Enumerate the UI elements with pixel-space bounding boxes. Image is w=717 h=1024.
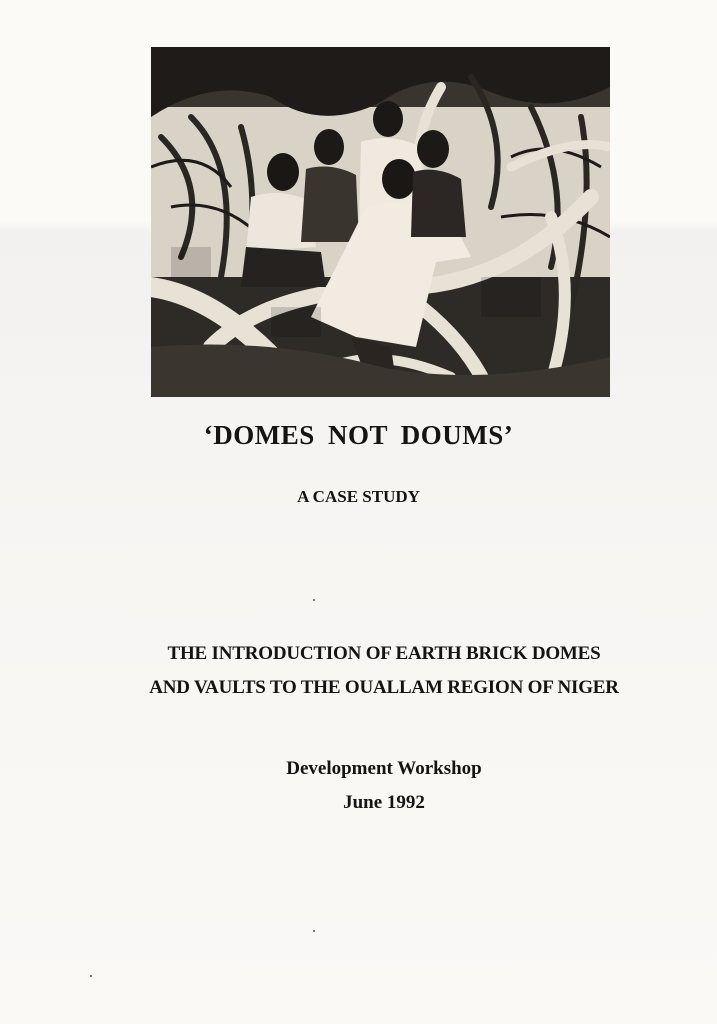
publication-date: June 1992 (343, 792, 425, 813)
publisher-name: Development Workshop (286, 758, 482, 779)
cover-photo-illustration (151, 47, 610, 397)
cover-heading-line-1: THE INTRODUCTION OF EARTH BRICK DOMES (167, 643, 601, 664)
cover-photo (151, 47, 610, 397)
paper-speck (313, 930, 315, 932)
cover-publisher-block (0, 752, 717, 820)
cover-heading-line-2: AND VAULTS TO THE OUALLAM REGION OF NIGER (149, 677, 619, 698)
cover-title: ‘DOMES NOT DOUMS’ (203, 420, 514, 450)
paper-speck (90, 975, 92, 977)
cover-heading (0, 637, 717, 705)
cover-subtitle: A CASE STUDY (297, 487, 420, 506)
paper-speck (313, 599, 315, 601)
